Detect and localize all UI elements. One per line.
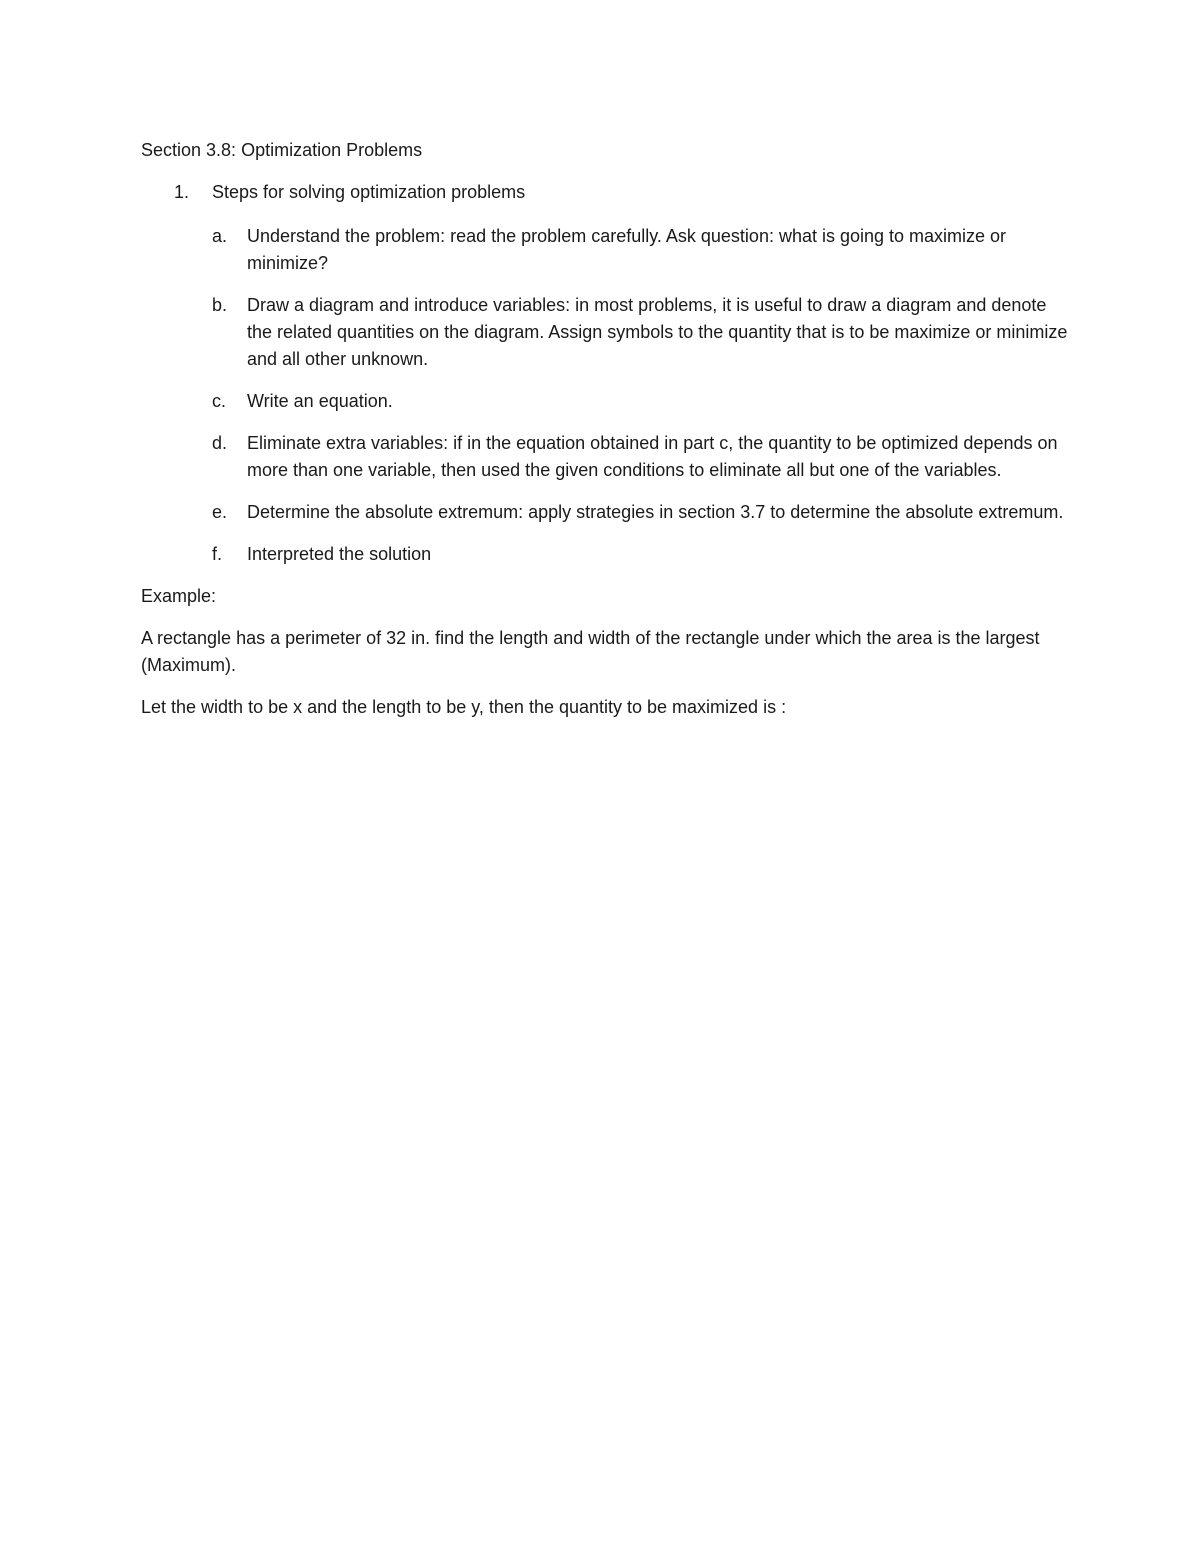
example-setup: Let the width to be x and the length to be y, then the quantity to be maximized is :: [141, 697, 787, 717]
step-text: Determine the absolute extremum: apply strategies in section 3.7 to determine the absolute extremum.: [247, 502, 1064, 522]
step-letter: d.: [212, 433, 228, 453]
steps-list: [141, 223, 1071, 568]
main-list-number: 1.: [174, 182, 190, 202]
step-item-e: [141, 499, 1071, 526]
step-letter: b.: [212, 295, 228, 315]
main-list-text: Steps for solving optimization problems: [212, 182, 526, 202]
step-text: Eliminate extra variables: if in the equation obtained in part c, the quantity to be optimized depends on more than one variable, then used the given conditions to eliminate all but one of the variables.: [247, 433, 1058, 480]
example-label: Example:: [141, 586, 217, 606]
step-item-c: [141, 388, 1071, 415]
document-body: [141, 137, 1071, 736]
example-problem: A rectangle has a perimeter of 32 in. find the length and width of the rectangle under which the area is the largest (Maximum).: [141, 628, 1040, 675]
step-text: Interpreted the solution: [247, 544, 432, 564]
step-letter: c.: [212, 391, 227, 411]
step-letter: a.: [212, 226, 228, 246]
step-text: Draw a diagram and introduce variables: in most problems, it is useful to draw a diagram and denote the related quantities on the diagram. Assign symbols to the quantity that is to be maximize or minimize and all other unknown.: [247, 295, 1068, 369]
step-text: Write an equation.: [247, 391, 393, 411]
step-text: Understand the problem: read the problem carefully. Ask question: what is going to maximize or minimize?: [247, 226, 1007, 273]
section-title: Section 3.8: Optimization Problems: [141, 140, 423, 160]
step-item-a: [141, 223, 1071, 277]
step-item-d: [141, 430, 1071, 484]
step-letter: f.: [212, 544, 223, 564]
step-letter: e.: [212, 502, 228, 522]
step-item-b: [141, 292, 1071, 373]
main-list-item: [141, 179, 1071, 206]
step-item-f: [141, 541, 1071, 568]
